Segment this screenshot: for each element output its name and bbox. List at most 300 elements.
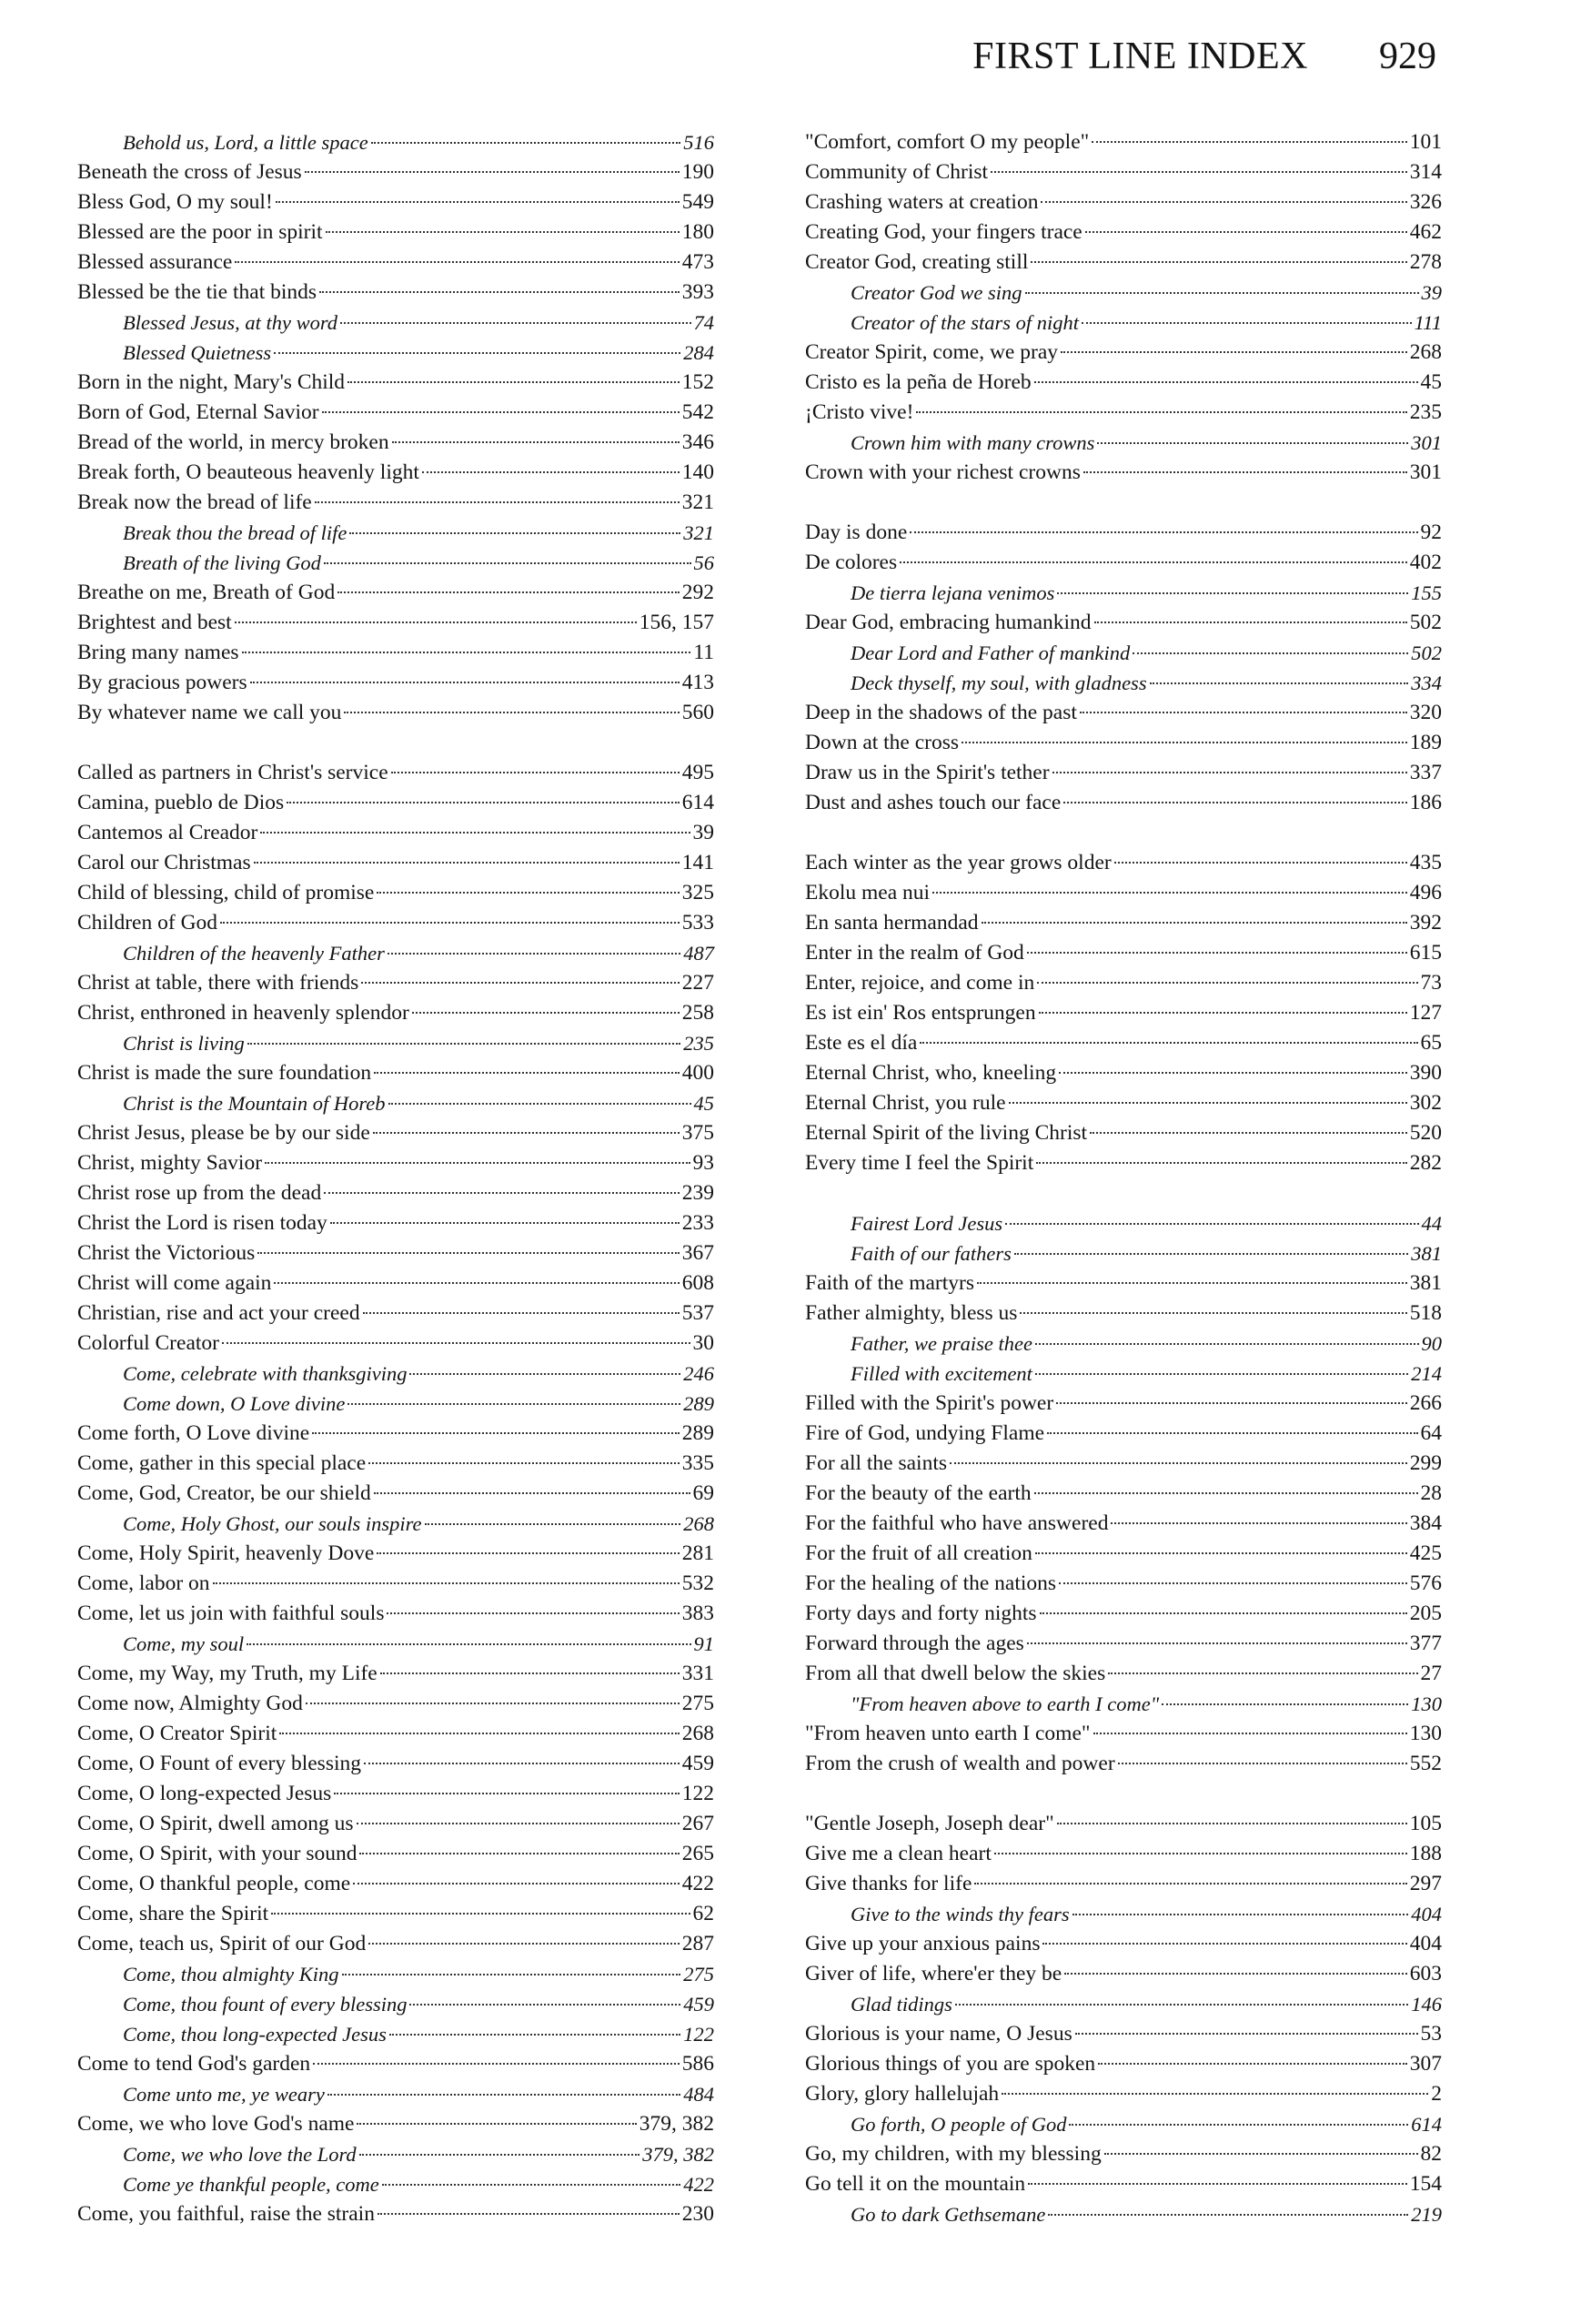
entry-hymn-number: 268 (681, 1722, 714, 1745)
entry-first-line: Come ye thankful people, come (123, 2173, 379, 2196)
dot-leader (1057, 1823, 1407, 1824)
dot-leader (347, 1403, 680, 1405)
index-entry-alt-title (805, 308, 1442, 338)
dot-leader (279, 1733, 679, 1734)
entry-first-line: Blessed be the tie that binds (77, 280, 317, 304)
dot-leader (1031, 261, 1406, 263)
index-entry (77, 2109, 714, 2139)
index-entry (805, 368, 1442, 398)
entry-first-line: Christ is made the sure foundation (77, 1061, 372, 1085)
entry-first-line: Give me a clean heart (805, 1842, 992, 1865)
index-entry (77, 788, 714, 818)
index-entry (805, 1088, 1442, 1118)
index-entry (77, 1599, 714, 1629)
dot-leader (1035, 1552, 1407, 1554)
dot-leader (1069, 2124, 1408, 2126)
entry-hymn-number: 56 (693, 551, 714, 574)
index-entry (805, 398, 1442, 428)
index-entry (77, 1809, 714, 1839)
entry-hymn-number: 422 (683, 2173, 714, 2196)
index-entry (805, 908, 1442, 938)
entry-hymn-number: 425 (1409, 1541, 1442, 1565)
entry-first-line: Enter in the realm of God (805, 941, 1024, 965)
dot-leader (330, 1222, 680, 1224)
entry-first-line: Camina, pueblo de Dios (77, 791, 285, 814)
entry-first-line: En santa hermandad (805, 911, 979, 935)
entry-hymn-number: 404 (1411, 1903, 1442, 1925)
entry-hymn-number: 28 (1420, 1481, 1442, 1505)
entry-hymn-number: 122 (683, 2023, 714, 2046)
dot-leader (1133, 652, 1408, 654)
entry-hymn-number: 542 (681, 400, 714, 424)
entry-first-line: Come, O thankful people, come (77, 1872, 351, 1895)
dot-leader (1083, 471, 1407, 473)
entry-hymn-number: 189 (1409, 731, 1442, 754)
entry-hymn-number: 297 (1409, 1872, 1442, 1895)
dot-leader (373, 1132, 680, 1134)
entry-hymn-number: 402 (1409, 551, 1442, 574)
letter-group (805, 127, 1442, 488)
entry-hymn-number: 152 (681, 370, 714, 394)
entry-hymn-number: 267 (681, 1812, 714, 1835)
dot-leader (1090, 1132, 1407, 1134)
dot-leader (1075, 2033, 1418, 2035)
index-entry (805, 127, 1442, 157)
entry-first-line: Break forth, O beauteous heavenly light (77, 460, 419, 484)
dot-leader (254, 862, 680, 864)
index-entry-alt-title (805, 1359, 1442, 1389)
index-entry (805, 878, 1442, 908)
entry-hymn-number: 155 (1411, 581, 1442, 604)
dot-leader (1027, 952, 1407, 954)
index-entry (805, 1539, 1442, 1569)
index-entry (77, 1749, 714, 1779)
entry-hymn-number: 39 (692, 821, 714, 844)
dot-leader (361, 982, 679, 984)
entry-hymn-number: 130 (1409, 1722, 1442, 1745)
index-entry (77, 458, 714, 488)
index-entry (805, 848, 1442, 878)
entry-first-line: Come, God, Creator, be our shield (77, 1481, 371, 1505)
index-entry (805, 1599, 1442, 1629)
dot-leader (1080, 712, 1407, 713)
index-entry (805, 788, 1442, 818)
entry-first-line: Come, you faithful, raise the strain (77, 2202, 375, 2226)
entry-first-line: Come, we who love God's name (77, 2112, 355, 2136)
index-entry-alt-title (77, 1629, 714, 1659)
dot-leader (312, 1432, 680, 1434)
index-entry (805, 1719, 1442, 1749)
dot-leader (1072, 1914, 1409, 1915)
index-entry (805, 1058, 1442, 1088)
index-entry-alt-title (77, 1959, 714, 1989)
index-entry (77, 1208, 714, 1238)
entry-hymn-number: 92 (1420, 520, 1442, 544)
dot-leader (1104, 2153, 1418, 2155)
index-entry (805, 728, 1442, 758)
dot-leader (1114, 862, 1407, 864)
entry-hymn-number: 301 (1409, 460, 1442, 484)
dot-leader (920, 1042, 1417, 1044)
entry-hymn-number: 227 (681, 971, 714, 995)
index-entry (77, 1238, 714, 1268)
entry-first-line: "Comfort, comfort O my people" (805, 130, 1090, 154)
entry-hymn-number: 268 (1409, 340, 1442, 364)
index-entry (77, 488, 714, 518)
letter-group (805, 1208, 1442, 1779)
entry-hymn-number: 502 (1409, 611, 1442, 634)
entry-first-line: Draw us in the Spirit's tether (805, 761, 1050, 784)
index-entry (77, 428, 714, 458)
entry-first-line: Blessed are the poor in spirit (77, 220, 323, 244)
entry-hymn-number: 127 (1409, 1001, 1442, 1025)
entry-hymn-number: 586 (681, 2052, 714, 2076)
entry-hymn-number: 459 (683, 1993, 714, 2016)
entry-hymn-number: 346 (681, 430, 714, 454)
entry-hymn-number: 314 (1409, 160, 1442, 184)
dot-leader (359, 1853, 679, 1854)
entry-first-line: Come, O Spirit, dwell among us (77, 1812, 354, 1835)
entry-hymn-number: 45 (693, 1092, 714, 1115)
dot-leader (247, 1643, 690, 1645)
index-entry (77, 1779, 714, 1809)
entry-first-line: Come, thou fount of every blessing (123, 1993, 408, 2016)
index-entry (805, 698, 1442, 728)
dot-leader (1034, 1492, 1418, 1494)
entry-hymn-number: 381 (1409, 1271, 1442, 1295)
entry-hymn-number: 462 (1409, 220, 1442, 244)
entry-hymn-number: 400 (681, 1061, 714, 1085)
dot-leader (349, 532, 680, 534)
dot-leader (326, 231, 680, 233)
entry-hymn-number: 576 (1409, 1571, 1442, 1595)
entry-hymn-number: 560 (681, 701, 714, 724)
index-entry (77, 1929, 714, 1959)
dot-leader (412, 1012, 680, 1014)
index-entry-alt-title (77, 338, 714, 368)
entry-first-line: Creating God, your fingers trace (805, 220, 1082, 244)
dot-leader (1094, 621, 1407, 623)
entry-first-line: Behold us, Lord, a little space (123, 131, 368, 154)
index-entry (77, 1719, 714, 1749)
entry-hymn-number: 537 (681, 1301, 714, 1325)
entry-first-line: Christ the Victorious (77, 1241, 256, 1265)
index-entry (77, 1569, 714, 1599)
index-entry (805, 1929, 1442, 1959)
dot-leader (388, 953, 680, 955)
entry-first-line: Brightest and best (77, 611, 232, 634)
dot-leader (1048, 2214, 1408, 2216)
index-entry-alt-title (77, 127, 714, 157)
entry-first-line: Children of the heavenly Father (123, 942, 385, 965)
dot-leader (242, 652, 691, 653)
entry-hymn-number: 520 (1409, 1121, 1442, 1145)
entry-first-line: Glorious things of you are spoken (805, 2052, 1096, 2076)
entry-hymn-number: 44 (1421, 1212, 1442, 1235)
dot-leader (1097, 442, 1408, 444)
entry-first-line: Called as partners in Christ's service (77, 761, 388, 784)
letter-group (805, 848, 1442, 1178)
dot-leader (357, 1823, 680, 1824)
dot-leader (265, 1162, 690, 1164)
index-entry (805, 518, 1442, 548)
index-entry (77, 217, 714, 248)
index-entry (805, 1419, 1442, 1449)
entry-first-line: Christ is living (123, 1032, 245, 1055)
entry-first-line: Glad tidings (851, 1993, 952, 2016)
entry-first-line: For the beauty of the earth (805, 1481, 1032, 1505)
entry-first-line: Carol our Christmas (77, 851, 251, 874)
entry-hymn-number: 335 (681, 1451, 714, 1475)
dot-leader (409, 1373, 680, 1375)
entry-hymn-number: 154 (1409, 2172, 1442, 2196)
dot-leader (932, 892, 1407, 894)
dot-leader (327, 2094, 680, 2096)
entry-first-line: Es ist ein' Ros entsprungen (805, 1001, 1036, 1025)
index-entry (77, 1298, 714, 1329)
entry-first-line: Blessed assurance (77, 250, 233, 274)
index-entry-alt-title (77, 308, 714, 338)
dot-leader (982, 922, 1407, 924)
dot-leader (250, 682, 680, 683)
index-entry (805, 248, 1442, 278)
entry-first-line: For the healing of the nations (805, 1571, 1057, 1595)
entry-hymn-number: 299 (1409, 1451, 1442, 1475)
entry-first-line: Day is done (805, 520, 908, 544)
index-entry (805, 1389, 1442, 1419)
dot-leader (388, 1103, 691, 1105)
index-entry-alt-title (805, 278, 1442, 308)
index-entry (805, 1509, 1442, 1539)
entry-first-line: Come, Holy Spirit, heavenly Dove (77, 1541, 375, 1565)
entry-first-line: ¡Cristo vive! (805, 400, 914, 424)
entry-hymn-number: 275 (683, 1963, 714, 1986)
entry-first-line: Filled with excitement (851, 1362, 1032, 1385)
index-entry (77, 398, 714, 428)
dot-leader (382, 2184, 680, 2186)
dot-leader (342, 1974, 681, 1975)
dot-leader (260, 832, 690, 834)
index-entry (77, 1419, 714, 1449)
entry-hymn-number: 122 (681, 1782, 714, 1805)
dot-leader (1162, 1703, 1408, 1705)
index-entry (77, 1178, 714, 1208)
dot-leader (1150, 682, 1409, 684)
dot-leader (974, 1883, 1406, 1884)
entry-first-line: De colores (805, 551, 898, 574)
index-entry-alt-title (77, 548, 714, 578)
entry-hymn-number: 379, 382 (642, 2143, 714, 2166)
dot-leader (287, 802, 680, 803)
entry-first-line: Born in the night, Mary's Child (77, 370, 346, 394)
entry-hymn-number: 302 (1409, 1091, 1442, 1115)
entry-hymn-number: 239 (681, 1181, 714, 1205)
dot-leader (334, 1793, 679, 1794)
dot-leader (1085, 231, 1407, 233)
entry-hymn-number: 93 (692, 1151, 714, 1175)
index-entry-alt-title (805, 1238, 1442, 1268)
index-entry (77, 968, 714, 998)
entry-first-line: Bless God, O my soul! (77, 190, 273, 214)
entry-first-line: Enter, rejoice, and come in (805, 971, 1035, 995)
entry-first-line: Come, O Fount of every blessing (77, 1752, 361, 1775)
dot-leader (274, 1282, 679, 1284)
entry-hymn-number: 331 (681, 1662, 714, 1685)
dot-leader (359, 2154, 640, 2156)
dot-leader (363, 1312, 680, 1314)
dot-leader (222, 1342, 690, 1344)
entry-first-line: Come, teach us, Spirit of our God (77, 1932, 367, 1955)
dot-leader (387, 1612, 679, 1614)
index-entry (77, 1869, 714, 1899)
entry-first-line: Fire of God, undying Flame (805, 1421, 1045, 1445)
index-entry (805, 187, 1442, 217)
index-entry (77, 1899, 714, 1929)
entry-hymn-number: 549 (681, 190, 714, 214)
entry-hymn-number: 73 (1420, 971, 1442, 995)
index-entry (805, 2049, 1442, 2079)
dot-leader (305, 171, 680, 173)
entry-first-line: Come, my soul (123, 1632, 245, 1655)
entry-hymn-number: 321 (681, 490, 714, 514)
entry-first-line: Children of God (77, 911, 218, 935)
entry-hymn-number: 307 (1409, 2052, 1442, 2076)
index-entry-alt-title (805, 1208, 1442, 1238)
index-entry (805, 2139, 1442, 2169)
entry-first-line: Faith of our fathers (851, 1242, 1012, 1265)
entry-hymn-number: 233 (681, 1211, 714, 1235)
index-entry (77, 248, 714, 278)
index-entry (805, 1959, 1442, 1989)
entry-first-line: Break thou the bread of life (123, 521, 347, 544)
dot-leader (257, 1252, 679, 1254)
entry-first-line: By gracious powers (77, 671, 247, 694)
index-entry-alt-title (77, 938, 714, 968)
dot-leader (1020, 1312, 1406, 1314)
entry-hymn-number: 268 (683, 1512, 714, 1535)
entry-first-line: Christ will come again (77, 1271, 272, 1295)
dot-leader (1063, 802, 1406, 803)
dot-leader (374, 1492, 690, 1494)
dot-leader (1036, 1162, 1407, 1164)
entry-first-line: Come, O long-expected Jesus (77, 1782, 332, 1805)
dot-leader (1118, 1763, 1407, 1764)
entry-hymn-number: 292 (681, 581, 714, 604)
dot-leader (1025, 292, 1419, 294)
entry-first-line: Faith of the martyrs (805, 1271, 975, 1295)
dot-leader (910, 531, 1417, 533)
entry-hymn-number: 614 (681, 791, 714, 814)
index-entry (77, 818, 714, 848)
entry-hymn-number: 74 (693, 311, 714, 334)
entry-first-line: From all that dwell below the skies (805, 1662, 1106, 1685)
entry-hymn-number: 287 (681, 1932, 714, 1955)
entry-first-line: Breathe on me, Breath of God (77, 581, 336, 604)
index-entry (805, 1118, 1442, 1148)
entry-first-line: "Gentle Joseph, Joseph dear" (805, 1812, 1054, 1835)
dot-leader (1009, 1102, 1407, 1104)
index-entry-alt-title (805, 668, 1442, 698)
entry-hymn-number: 30 (692, 1331, 714, 1355)
dot-leader (1057, 592, 1408, 594)
entry-hymn-number: 377 (1409, 1632, 1442, 1655)
entry-first-line: Ekolu mea nui (805, 881, 931, 904)
index-title: FIRST LINE INDEX (972, 35, 1308, 77)
entry-first-line: Come, thou almighty King (123, 1963, 339, 1986)
dot-leader (1014, 1253, 1408, 1255)
entry-first-line: Father, we praise thee (851, 1332, 1032, 1355)
entry-hymn-number: 473 (681, 250, 714, 274)
index-entry (805, 1839, 1442, 1869)
index-entry (77, 908, 714, 938)
entry-first-line: Filled with the Spirit's power (805, 1391, 1054, 1415)
entry-hymn-number: 11 (693, 641, 714, 664)
index-entry-alt-title (805, 1689, 1442, 1719)
index-entry (805, 1268, 1442, 1298)
index-entry-alt-title (77, 1509, 714, 1539)
index-entry-alt-title (77, 1028, 714, 1058)
entry-first-line: Christ, enthroned in heavenly splendor (77, 1001, 409, 1025)
entry-first-line: Eternal Christ, you rule (805, 1091, 1006, 1115)
entry-hymn-number: 214 (1411, 1362, 1442, 1385)
index-entry (77, 578, 714, 608)
dot-leader (1092, 141, 1407, 143)
dot-leader (955, 2004, 1408, 2006)
entry-hymn-number: 320 (1409, 701, 1442, 724)
dot-leader (324, 1192, 680, 1194)
dot-leader (337, 591, 680, 593)
entry-first-line: Forward through the ages (805, 1632, 1024, 1655)
entry-hymn-number: 495 (681, 761, 714, 784)
index-entry (77, 157, 714, 187)
entry-first-line: Colorful Creator (77, 1331, 219, 1355)
dot-leader (1035, 1343, 1419, 1345)
index-entry (805, 1479, 1442, 1509)
entry-hymn-number: 603 (1409, 1962, 1442, 1986)
entry-first-line: Come, O Spirit, with your sound (77, 1842, 357, 1865)
entry-first-line: From the crush of wealth and power (805, 1752, 1115, 1775)
entry-first-line: Creator of the stars of night (851, 311, 1080, 334)
dot-leader (213, 1582, 680, 1584)
entry-hymn-number: 64 (1420, 1421, 1442, 1445)
entry-first-line: Go, my children, with my blessing (805, 2142, 1102, 2166)
entry-hymn-number: 101 (1409, 130, 1442, 154)
index-entry (805, 2079, 1442, 2109)
entry-hymn-number: 111 (1414, 311, 1442, 334)
dot-leader (1056, 1402, 1407, 1404)
entry-hymn-number: 367 (681, 1241, 714, 1265)
dot-leader (377, 1552, 679, 1554)
entry-hymn-number: 284 (683, 341, 714, 364)
index-entry-alt-title (77, 1088, 714, 1118)
index-entry-alt-title (77, 2169, 714, 2199)
entry-first-line: Dust and ashes touch our face (805, 791, 1062, 814)
entry-hymn-number: 180 (681, 220, 714, 244)
index-entry (77, 1118, 714, 1148)
entry-hymn-number: 281 (681, 1541, 714, 1565)
page-number: 929 (1379, 35, 1436, 77)
entry-first-line: Break now the bread of life (77, 490, 312, 514)
dot-leader (1041, 201, 1406, 203)
entry-hymn-number: 289 (683, 1392, 714, 1415)
entry-first-line: Christ rose up from the dead (77, 1181, 322, 1205)
entry-first-line: Go forth, O people of God (851, 2113, 1067, 2136)
entry-first-line: Come, labor on (77, 1571, 210, 1595)
dot-leader (235, 261, 679, 263)
entry-hymn-number: 325 (681, 881, 714, 904)
entry-first-line: Bread of the world, in mercy broken (77, 430, 389, 454)
dot-leader (377, 892, 679, 894)
